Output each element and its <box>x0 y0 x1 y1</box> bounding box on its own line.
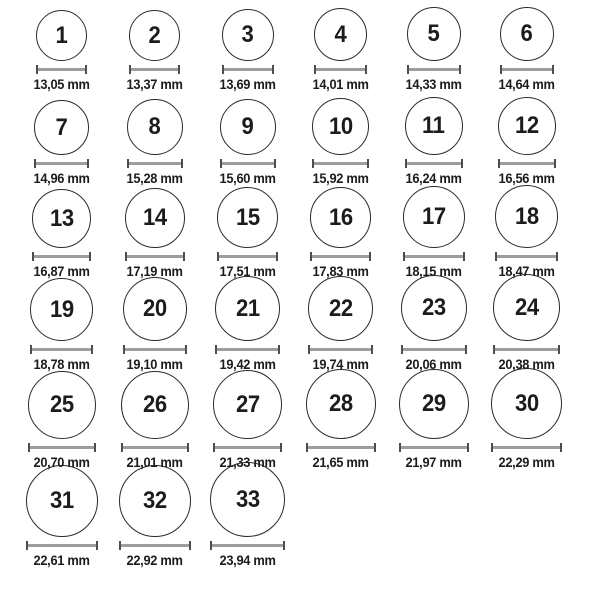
dimension-right-tick <box>467 443 469 452</box>
diameter-label: 19,74 mm <box>312 357 369 372</box>
diameter-label: 23,94 mm <box>219 553 276 568</box>
diameter-dimension-line <box>121 443 189 452</box>
ring-size-number: 11 <box>422 112 445 139</box>
ring-size-number: 30 <box>514 389 539 417</box>
ring-size-cell <box>108 476 201 592</box>
ring-size-number: 24 <box>514 293 539 321</box>
ring-circle <box>125 188 185 248</box>
ring-size-number: 20 <box>142 295 167 322</box>
diameter-label: 21,65 mm <box>312 455 369 470</box>
ring-size-cell <box>108 378 201 476</box>
ring-size-cell <box>294 192 387 285</box>
diameter-label: 14,96 mm <box>33 171 90 186</box>
chart-row <box>15 378 600 476</box>
dimension-bar <box>502 68 552 71</box>
ring-size-number: 19 <box>49 295 74 323</box>
ring-size-cell <box>294 98 387 192</box>
diameter-dimension-line <box>127 159 183 168</box>
ring-circle <box>401 275 467 341</box>
diameter-dimension-line <box>119 541 191 550</box>
ring-size-number: 21 <box>235 294 260 322</box>
ring-size-cell <box>480 285 573 378</box>
diameter-label: 22,61 mm <box>33 553 90 568</box>
chart-row <box>15 192 600 285</box>
diameter-label: 16,56 mm <box>498 171 555 186</box>
ring-size-number: 28 <box>328 390 353 417</box>
dimension-bar <box>224 68 272 71</box>
ring-size-number: 22 <box>328 294 353 322</box>
dimension-right-tick <box>96 541 98 550</box>
dimension-bar <box>131 68 178 71</box>
dimension-right-tick <box>91 345 93 354</box>
diameter-label: 20,06 mm <box>405 357 462 372</box>
dimension-right-tick <box>272 65 274 74</box>
ring-circle <box>308 276 373 341</box>
ring-size-cell <box>108 285 201 378</box>
ring-circle <box>403 186 465 248</box>
dimension-bar <box>219 255 276 258</box>
diameter-dimension-line <box>215 345 280 354</box>
diameter-dimension-line <box>123 345 187 354</box>
diameter-label: 15,60 mm <box>219 171 276 186</box>
diameter-label: 22,29 mm <box>498 455 555 470</box>
dimension-right-tick <box>365 65 367 74</box>
dimension-bar <box>316 68 365 71</box>
ring-circle <box>493 274 560 341</box>
chart-row <box>15 285 600 378</box>
diameter-label: 15,92 mm <box>312 171 369 186</box>
ring-size-cell <box>387 98 480 192</box>
dimension-bar <box>34 255 89 258</box>
ring-size-number: 15 <box>235 203 260 231</box>
dimension-bar <box>123 446 187 449</box>
ring-size-cell <box>387 192 480 285</box>
dimension-right-tick <box>185 345 187 354</box>
diameter-label: 14,64 mm <box>498 77 555 92</box>
dimension-right-tick <box>189 541 191 550</box>
ring-size-number: 27 <box>235 390 260 418</box>
diameter-dimension-line <box>310 252 371 261</box>
dimension-right-tick <box>369 252 371 261</box>
ring-size-number: 4 <box>334 20 347 48</box>
diameter-dimension-line <box>399 443 469 452</box>
ring-size-cell <box>387 285 480 378</box>
diameter-label: 18,47 mm <box>498 264 555 279</box>
dimension-right-tick <box>558 345 560 354</box>
dimension-bar <box>312 255 369 258</box>
ring-size-number: 16 <box>328 203 353 231</box>
dimension-right-tick <box>178 65 180 74</box>
diameter-dimension-line <box>491 443 562 452</box>
ring-size-number: 33 <box>235 485 260 513</box>
dimension-right-tick <box>94 443 96 452</box>
ring-size-cell <box>480 378 573 476</box>
ring-circle <box>498 97 556 155</box>
ring-size-number: 14 <box>142 204 167 231</box>
ring-size-cell <box>387 378 480 476</box>
ring-size-cell <box>108 192 201 285</box>
diameter-dimension-line <box>498 159 556 168</box>
diameter-label: 21,97 mm <box>405 455 462 470</box>
ring-size-number: 3 <box>241 21 254 48</box>
ring-size-number: 17 <box>421 203 446 230</box>
ring-circle <box>306 369 376 439</box>
diameter-label: 13,05 mm <box>33 77 90 92</box>
diameter-dimension-line <box>210 541 285 550</box>
ring-circle <box>407 7 461 61</box>
ring-size-number: 31 <box>49 487 74 514</box>
ring-circle <box>32 189 91 248</box>
ring-size-number: 18 <box>514 202 539 230</box>
ring-circle <box>491 368 562 439</box>
dimension-bar <box>401 446 467 449</box>
ring-circle <box>314 8 367 61</box>
dimension-right-tick <box>278 345 280 354</box>
dimension-right-tick <box>465 345 467 354</box>
ring-circle <box>121 371 189 439</box>
ring-size-number: 9 <box>241 113 254 140</box>
ring-size-cell <box>201 98 294 192</box>
dimension-bar <box>129 162 181 165</box>
diameter-dimension-line <box>405 159 463 168</box>
diameter-label: 18,78 mm <box>33 357 90 372</box>
ring-size-number: 2 <box>148 21 161 49</box>
diameter-label: 21,01 mm <box>126 455 183 470</box>
diameter-label: 20,38 mm <box>498 357 555 372</box>
dimension-right-tick <box>461 159 463 168</box>
dimension-right-tick <box>283 541 285 550</box>
diameter-label: 17,19 mm <box>126 264 183 279</box>
ring-size-cell <box>201 476 294 592</box>
chart-row <box>15 98 600 192</box>
dimension-right-tick <box>89 252 91 261</box>
ring-size-cell <box>15 476 108 592</box>
ring-size-number: 32 <box>142 487 167 514</box>
dimension-bar <box>495 348 558 351</box>
diameter-dimension-line <box>213 443 282 452</box>
dimension-bar <box>409 68 459 71</box>
dimension-bar <box>500 162 554 165</box>
dimension-right-tick <box>374 443 376 452</box>
diameter-dimension-line <box>28 443 96 452</box>
diameter-dimension-line <box>500 65 554 74</box>
dimension-right-tick <box>87 159 89 168</box>
dimension-right-tick <box>556 252 558 261</box>
diameter-dimension-line <box>32 252 91 261</box>
dimension-right-tick <box>560 443 562 452</box>
diameter-label: 14,01 mm <box>312 77 369 92</box>
dimension-bar <box>30 446 94 449</box>
diameter-label: 19,42 mm <box>219 357 276 372</box>
ring-circle <box>215 276 280 341</box>
diameter-dimension-line <box>34 159 89 168</box>
diameter-label: 19,10 mm <box>126 357 183 372</box>
ring-size-cell <box>201 2 294 98</box>
ring-size-number: 23 <box>421 294 446 321</box>
ring-size-cell <box>480 192 573 285</box>
dimension-bar <box>28 544 96 547</box>
ring-circle <box>26 465 98 537</box>
ring-circle <box>222 9 274 61</box>
diameter-dimension-line <box>26 541 98 550</box>
diameter-label: 13,37 mm <box>126 77 183 92</box>
ring-size-cell <box>108 2 201 98</box>
ring-circle <box>495 185 558 248</box>
dimension-bar <box>217 348 278 351</box>
dimension-bar <box>127 255 183 258</box>
ring-circle <box>123 277 187 341</box>
diameter-dimension-line <box>403 252 465 261</box>
diameter-label: 17,83 mm <box>312 264 369 279</box>
diameter-label: 13,69 mm <box>219 77 276 92</box>
diameter-dimension-line <box>222 65 274 74</box>
ring-size-cell <box>201 192 294 285</box>
ring-size-number: 8 <box>148 113 161 140</box>
ring-size-number: 29 <box>421 390 446 417</box>
dimension-right-tick <box>276 252 278 261</box>
diameter-dimension-line <box>129 65 180 74</box>
ring-circle <box>500 7 554 61</box>
dimension-right-tick <box>274 159 276 168</box>
ring-circle <box>312 98 369 155</box>
diameter-dimension-line <box>217 252 278 261</box>
diameter-dimension-line <box>30 345 93 354</box>
ring-circle <box>220 99 276 155</box>
ring-size-number: 26 <box>142 391 167 418</box>
ring-size-cell <box>108 98 201 192</box>
ring-circle <box>213 370 282 439</box>
ring-size-number: 6 <box>520 20 533 47</box>
ring-size-cell <box>294 285 387 378</box>
diameter-dimension-line <box>401 345 467 354</box>
ring-size-cell <box>294 378 387 476</box>
dimension-right-tick <box>552 65 554 74</box>
ring-size-cell <box>294 2 387 98</box>
dimension-right-tick <box>459 65 461 74</box>
ring-circle <box>405 97 463 155</box>
diameter-dimension-line <box>407 65 461 74</box>
diameter-dimension-line <box>125 252 185 261</box>
ring-size-number: 13 <box>49 204 74 232</box>
ring-size-cell <box>201 378 294 476</box>
dimension-bar <box>497 255 556 258</box>
ring-size-cell <box>15 285 108 378</box>
diameter-label: 15,28 mm <box>126 171 183 186</box>
diameter-dimension-line <box>36 65 87 74</box>
diameter-label: 20,70 mm <box>33 455 90 470</box>
dimension-bar <box>125 348 185 351</box>
ring-circle <box>129 10 180 61</box>
dimension-right-tick <box>371 345 373 354</box>
diameter-dimension-line <box>220 159 276 168</box>
diameter-label: 21,33 mm <box>219 455 276 470</box>
dimension-bar <box>403 348 465 351</box>
dimension-bar <box>36 162 87 165</box>
diameter-dimension-line <box>495 252 558 261</box>
dimension-bar <box>407 162 461 165</box>
ring-circle <box>119 465 191 537</box>
dimension-bar <box>308 446 374 449</box>
ring-circle <box>28 371 96 439</box>
dimension-right-tick <box>183 252 185 261</box>
dimension-bar <box>215 446 280 449</box>
ring-size-cell <box>15 378 108 476</box>
ring-size-number: 7 <box>55 113 68 141</box>
ring-size-cell <box>15 98 108 192</box>
ring-size-cell <box>15 192 108 285</box>
dimension-right-tick <box>554 159 556 168</box>
diameter-dimension-line <box>312 159 369 168</box>
ring-size-number: 25 <box>49 391 74 418</box>
ring-circle <box>217 187 278 248</box>
dimension-bar <box>121 544 189 547</box>
ring-circle <box>127 99 183 155</box>
ring-size-cell <box>480 2 573 98</box>
dimension-bar <box>38 68 85 71</box>
dimension-bar <box>310 348 371 351</box>
dimension-right-tick <box>463 252 465 261</box>
diameter-dimension-line <box>314 65 367 74</box>
ring-circle <box>210 462 285 537</box>
diameter-label: 16,24 mm <box>405 171 462 186</box>
ring-size-number: 1 <box>55 21 68 49</box>
diameter-dimension-line <box>306 443 376 452</box>
dimension-right-tick <box>181 159 183 168</box>
dimension-right-tick <box>187 443 189 452</box>
dimension-bar <box>493 446 560 449</box>
ring-size-cell <box>480 98 573 192</box>
diameter-label: 22,92 mm <box>126 553 183 568</box>
dimension-bar <box>222 162 274 165</box>
dimension-bar <box>212 544 283 547</box>
dimension-right-tick <box>85 65 87 74</box>
diameter-dimension-line <box>493 345 560 354</box>
ring-circle <box>36 10 87 61</box>
ring-size-number: 12 <box>514 112 539 139</box>
diameter-label: 18,15 mm <box>405 264 462 279</box>
ring-size-number: 10 <box>328 112 353 140</box>
diameter-label: 16,87 mm <box>33 264 90 279</box>
diameter-label: 17,51 mm <box>219 264 276 279</box>
dimension-right-tick <box>367 159 369 168</box>
chart-row <box>15 2 600 98</box>
chart-row <box>15 476 600 592</box>
diameter-label: 14,33 mm <box>405 77 462 92</box>
dimension-bar <box>32 348 91 351</box>
ring-circle <box>310 187 371 248</box>
ring-size-cell <box>387 2 480 98</box>
dimension-right-tick <box>280 443 282 452</box>
ring-circle <box>399 369 469 439</box>
diameter-dimension-line <box>308 345 373 354</box>
ring-circle <box>34 100 89 155</box>
ring-circle <box>30 278 93 341</box>
ring-size-cell <box>201 285 294 378</box>
dimension-bar <box>314 162 367 165</box>
ring-size-number: 5 <box>427 20 440 47</box>
dimension-bar <box>405 255 463 258</box>
ring-size-cell <box>15 2 108 98</box>
